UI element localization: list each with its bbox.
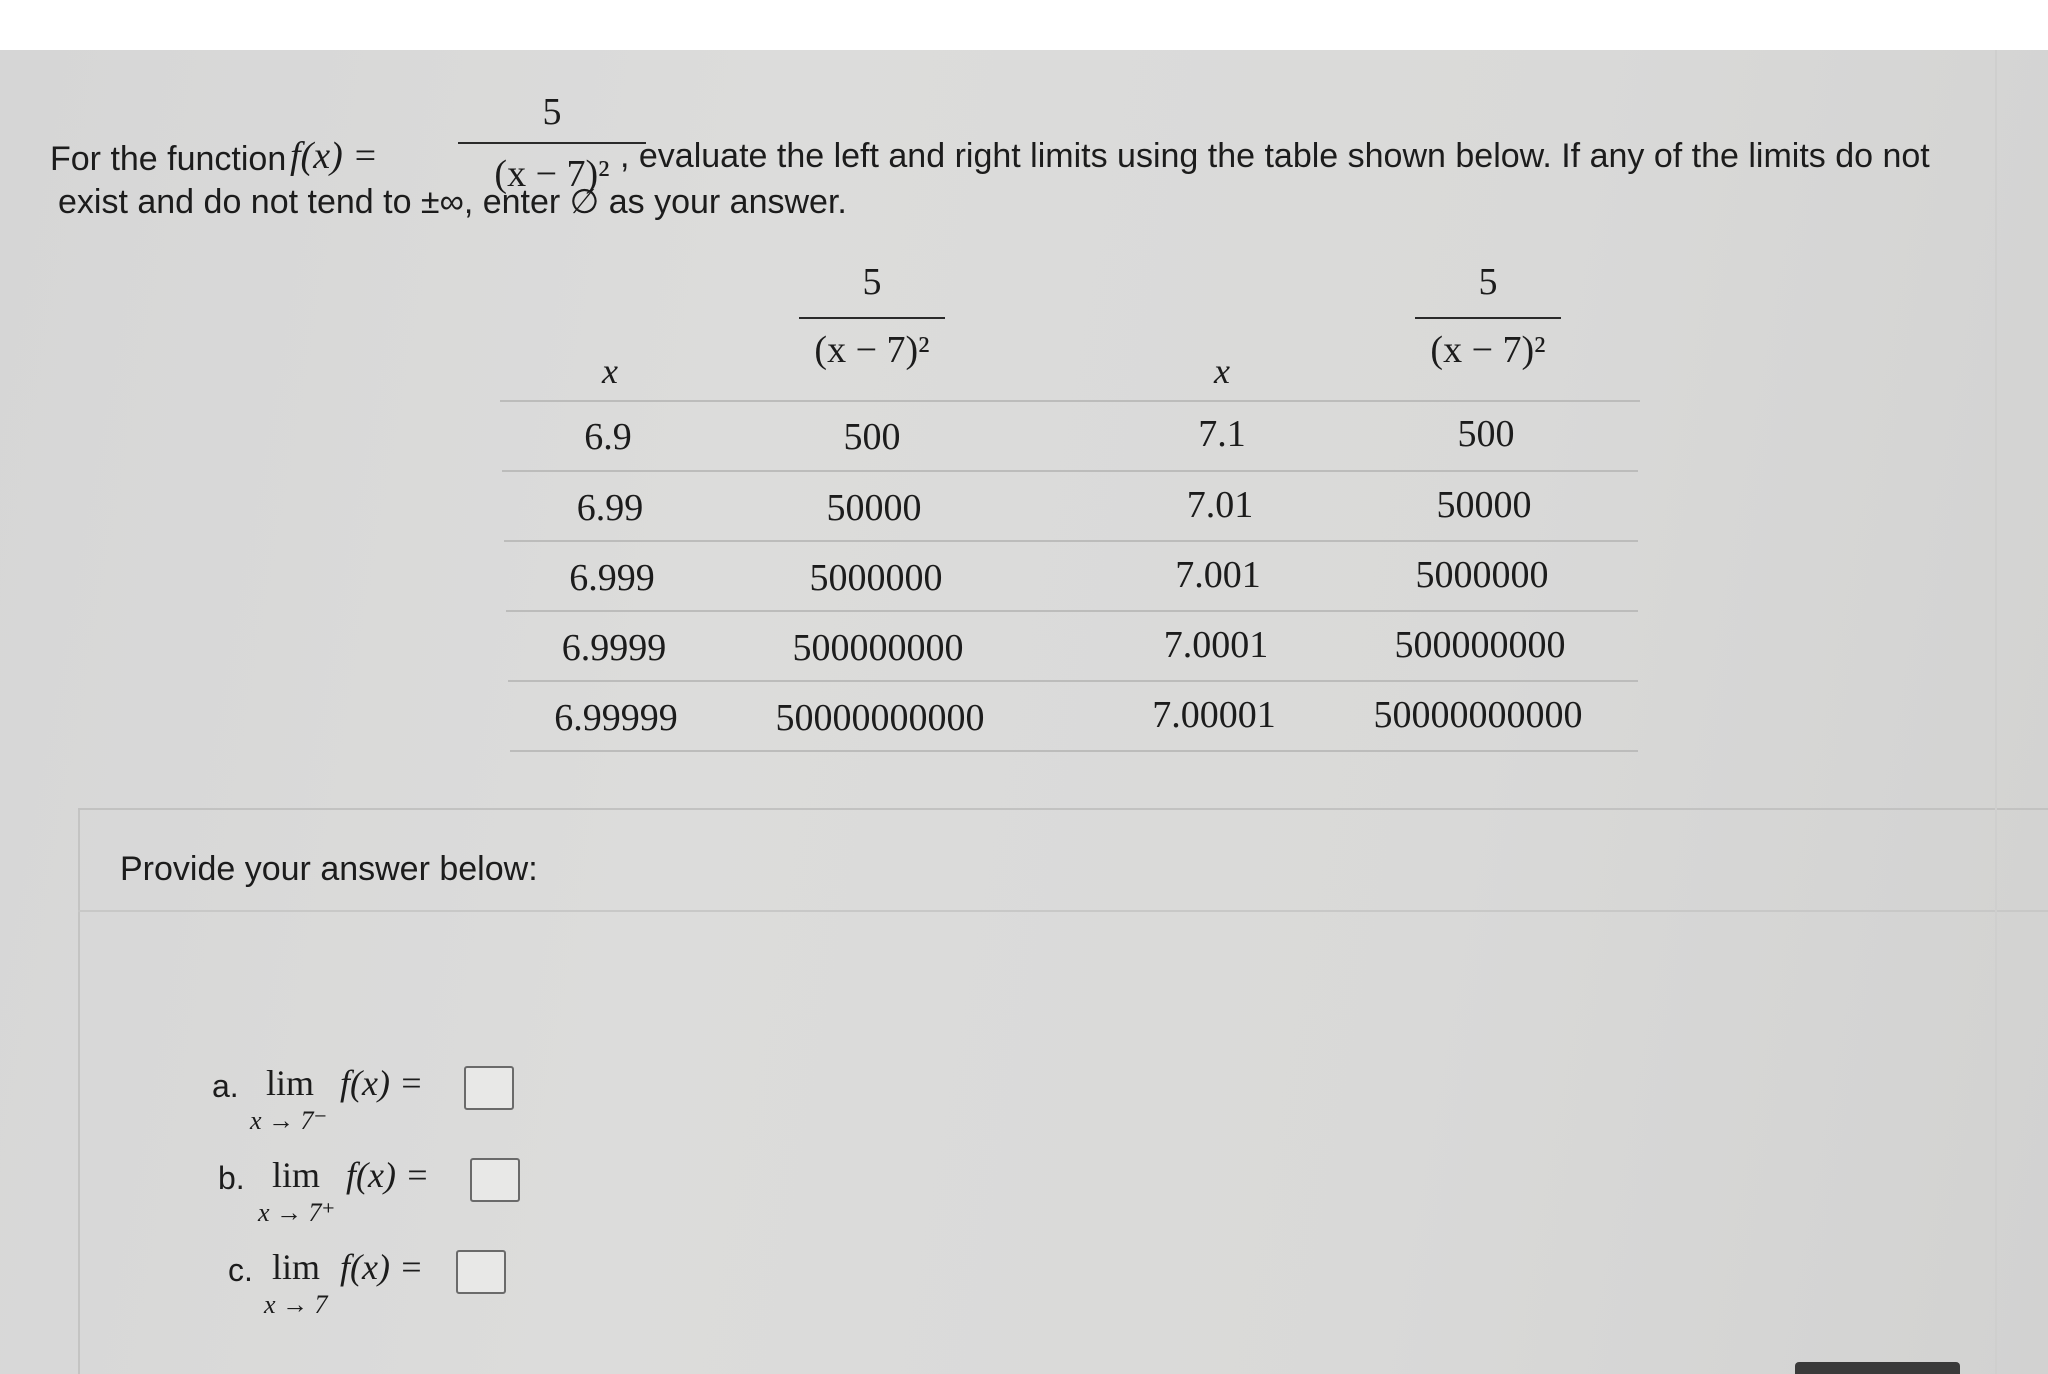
question-rest: , evaluate the left and right limits using the table shown below. If any of the limits do not bbox=[620, 137, 1930, 175]
header-f-right-denominator: (x − 7)² bbox=[1430, 329, 1546, 371]
cell-f-left: 500000000 bbox=[792, 627, 964, 669]
answer-panel-divider bbox=[78, 910, 2048, 912]
fraction-bar bbox=[1415, 317, 1561, 319]
answer-input-c[interactable] bbox=[456, 1250, 506, 1294]
cell-f-left: 50000 bbox=[826, 487, 922, 529]
cell-x-right: 7.00001 bbox=[1152, 694, 1276, 736]
cell-x-right: 7.01 bbox=[1186, 484, 1254, 526]
cell-f-right: 500000000 bbox=[1394, 624, 1566, 666]
table-divider bbox=[500, 400, 1640, 402]
next-button[interactable] bbox=[1795, 1362, 1960, 1374]
limit-subscript: x → 7⁺ bbox=[258, 1198, 336, 1227]
table-row-divider bbox=[508, 680, 1638, 682]
cell-x-left: 6.99 bbox=[576, 487, 644, 529]
lim-operator: lim bbox=[266, 1063, 315, 1103]
answer-label: c. bbox=[228, 1252, 253, 1288]
panel-right-edge bbox=[1995, 50, 1997, 1374]
answer-label: b. bbox=[218, 1160, 245, 1196]
cell-x-right: 7.1 bbox=[1198, 413, 1246, 455]
cell-f-right: 50000000000 bbox=[1373, 694, 1583, 736]
function-notation: f(x) = bbox=[290, 135, 378, 177]
fraction-bar bbox=[799, 317, 945, 319]
question-prefix: For the function bbox=[50, 140, 287, 178]
answer-item-b bbox=[218, 1154, 618, 1227]
table-row-divider bbox=[510, 750, 1638, 752]
cell-f-left: 500 bbox=[843, 416, 901, 458]
limit-subscript: x → 7 bbox=[264, 1290, 328, 1319]
answer-item-c bbox=[228, 1246, 628, 1319]
answer-input-b[interactable] bbox=[470, 1158, 520, 1202]
header-f-right bbox=[1388, 260, 1588, 390]
lim-operator: lim bbox=[272, 1247, 321, 1287]
question-line-1 bbox=[50, 90, 2040, 195]
lim-operator: lim bbox=[272, 1155, 321, 1195]
cell-f-right: 500 bbox=[1457, 413, 1515, 455]
question-fraction-denominator: (x − 7)² bbox=[494, 153, 610, 195]
limit-expression: f(x) = bbox=[346, 1155, 430, 1195]
answer-item-a bbox=[212, 1062, 612, 1135]
question-line-2: exist and do not tend to ±∞, enter ∅ as your answer. bbox=[58, 183, 847, 221]
cell-f-right: 5000000 bbox=[1415, 554, 1549, 596]
cell-x-right: 7.0001 bbox=[1163, 624, 1269, 666]
table-row-divider bbox=[502, 470, 1638, 472]
cell-f-left: 5000000 bbox=[809, 557, 943, 599]
answer-panel-title: Provide your answer below: bbox=[120, 850, 538, 888]
limit-expression: f(x) = bbox=[340, 1063, 424, 1103]
table-row-divider bbox=[504, 540, 1638, 542]
limit-subscript: x → 7⁻ bbox=[250, 1106, 328, 1135]
cell-x-right: 7.001 bbox=[1175, 554, 1261, 596]
cell-x-left: 6.9 bbox=[584, 416, 632, 458]
question-fraction-numerator: 5 bbox=[542, 91, 562, 133]
cell-x-left: 6.999 bbox=[569, 557, 655, 599]
header-x-left: x bbox=[602, 351, 618, 391]
header-f-left-numerator: 5 bbox=[862, 261, 882, 303]
values-table bbox=[500, 260, 1650, 780]
header-x-right: x bbox=[1214, 351, 1230, 391]
cell-f-right: 50000 bbox=[1436, 484, 1532, 526]
fraction-bar bbox=[458, 142, 646, 144]
header-f-right-numerator: 5 bbox=[1478, 261, 1498, 303]
header-f-left bbox=[772, 260, 972, 390]
cell-f-left: 50000000000 bbox=[775, 697, 985, 739]
screen bbox=[0, 50, 2048, 1374]
cell-x-left: 6.9999 bbox=[561, 627, 667, 669]
answer-input-a[interactable] bbox=[464, 1066, 514, 1110]
limit-expression: f(x) = bbox=[340, 1247, 424, 1287]
answer-label: a. bbox=[212, 1068, 239, 1104]
cell-x-left: 6.99999 bbox=[554, 697, 678, 739]
header-f-left-denominator: (x − 7)² bbox=[814, 329, 930, 371]
table-row-divider bbox=[506, 610, 1638, 612]
